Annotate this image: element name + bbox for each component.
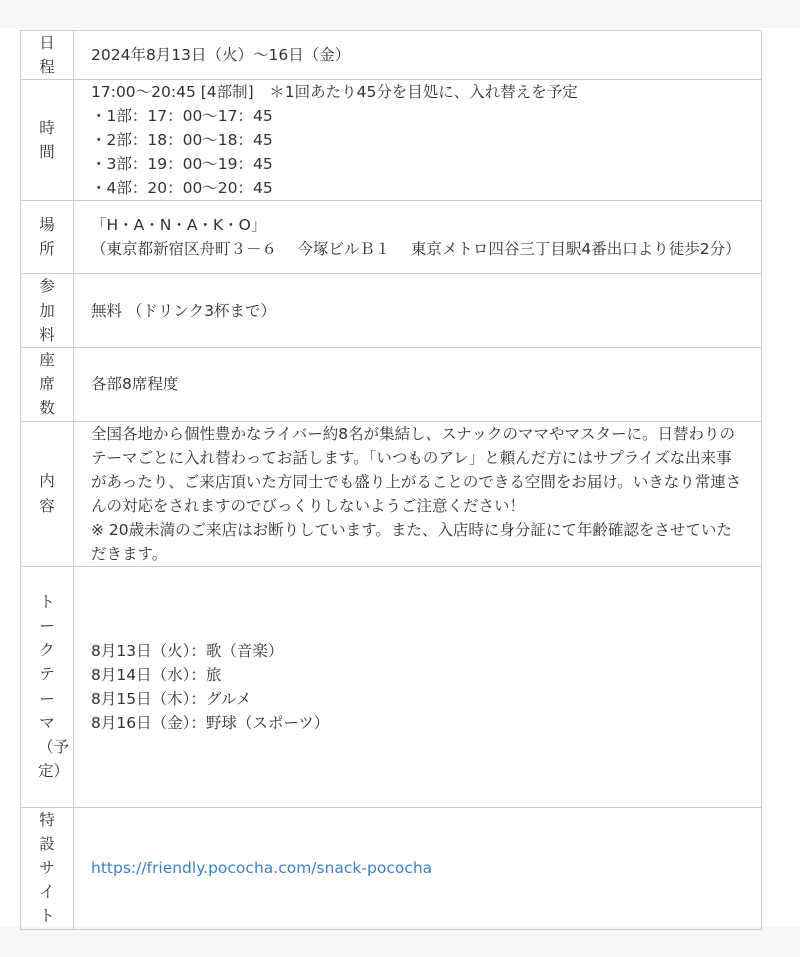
time-value: 17:00〜20:45 [4部制] ＊1回あたり45分を目処に、入れ替えを予定 ・1部：17：00〜17：45 ・2部：18：00〜18：45 ・3部：19：00〜19：45 ・4部：20：00〜20：45 [74, 80, 762, 201]
table-row-venue [21, 201, 762, 274]
table-row-seats [21, 348, 762, 422]
website-link[interactable]: https://friendly.pococha.com/snack-pococha [91, 859, 433, 878]
seats-value: 各部8席程度 [74, 348, 762, 422]
row-label: 場所 [21, 201, 74, 274]
event-info-table [20, 30, 762, 930]
table-row-content [21, 421, 762, 566]
website-value [74, 807, 762, 929]
table-row-schedule [21, 31, 762, 80]
table-row-fee [21, 274, 762, 348]
talk-theme-value: 8月13日（火）：歌（音楽） 8月14日（水）：旅 8月15日（木）：グルメ 8月16日（金）：野球（スポーツ） [74, 566, 762, 807]
table-row-time [21, 80, 762, 201]
table-row-talk-theme [21, 566, 762, 807]
row-label: 内容 [21, 421, 74, 566]
row-label: トークテーマ（予定） [21, 566, 74, 807]
event-info-sheet [0, 28, 800, 927]
venue-value: 「H・A・N・A・K・O」 （東京都新宿区舟町３－６ 今塚ビルＢ１ 東京メトロ四谷三丁目駅4番出口より徒歩2分） [74, 201, 762, 274]
row-label: 座席数 [21, 348, 74, 422]
row-label: 時間 [21, 80, 74, 201]
row-label: 日程 [21, 31, 74, 80]
fee-value: 無料 （ドリンク3杯まで） [74, 274, 762, 348]
row-label: 特設サイト [21, 807, 74, 929]
row-label: 参加料 [21, 274, 74, 348]
table-row-website [21, 807, 762, 929]
content-value: 全国各地から個性豊かなライバー約8名が集結し、スナックのママやマスターに。日替わりのテーマごとに入れ替わってお話します。「いつものアレ」と頼んだ方にはサプライズな出来事があったり、ご来店頂いた方同士でも盛り上がることのできる空間をお届け。いきなり常連さんの対応をされますのでびっくりしないようご注意ください！ ※ 20歳未満のご来店はお断りしています。また、入店時に身分証にて年齢確認をさせていただきます。 [74, 421, 762, 566]
schedule-value: 2024年8月13日（火）〜16日（金） [74, 31, 762, 80]
